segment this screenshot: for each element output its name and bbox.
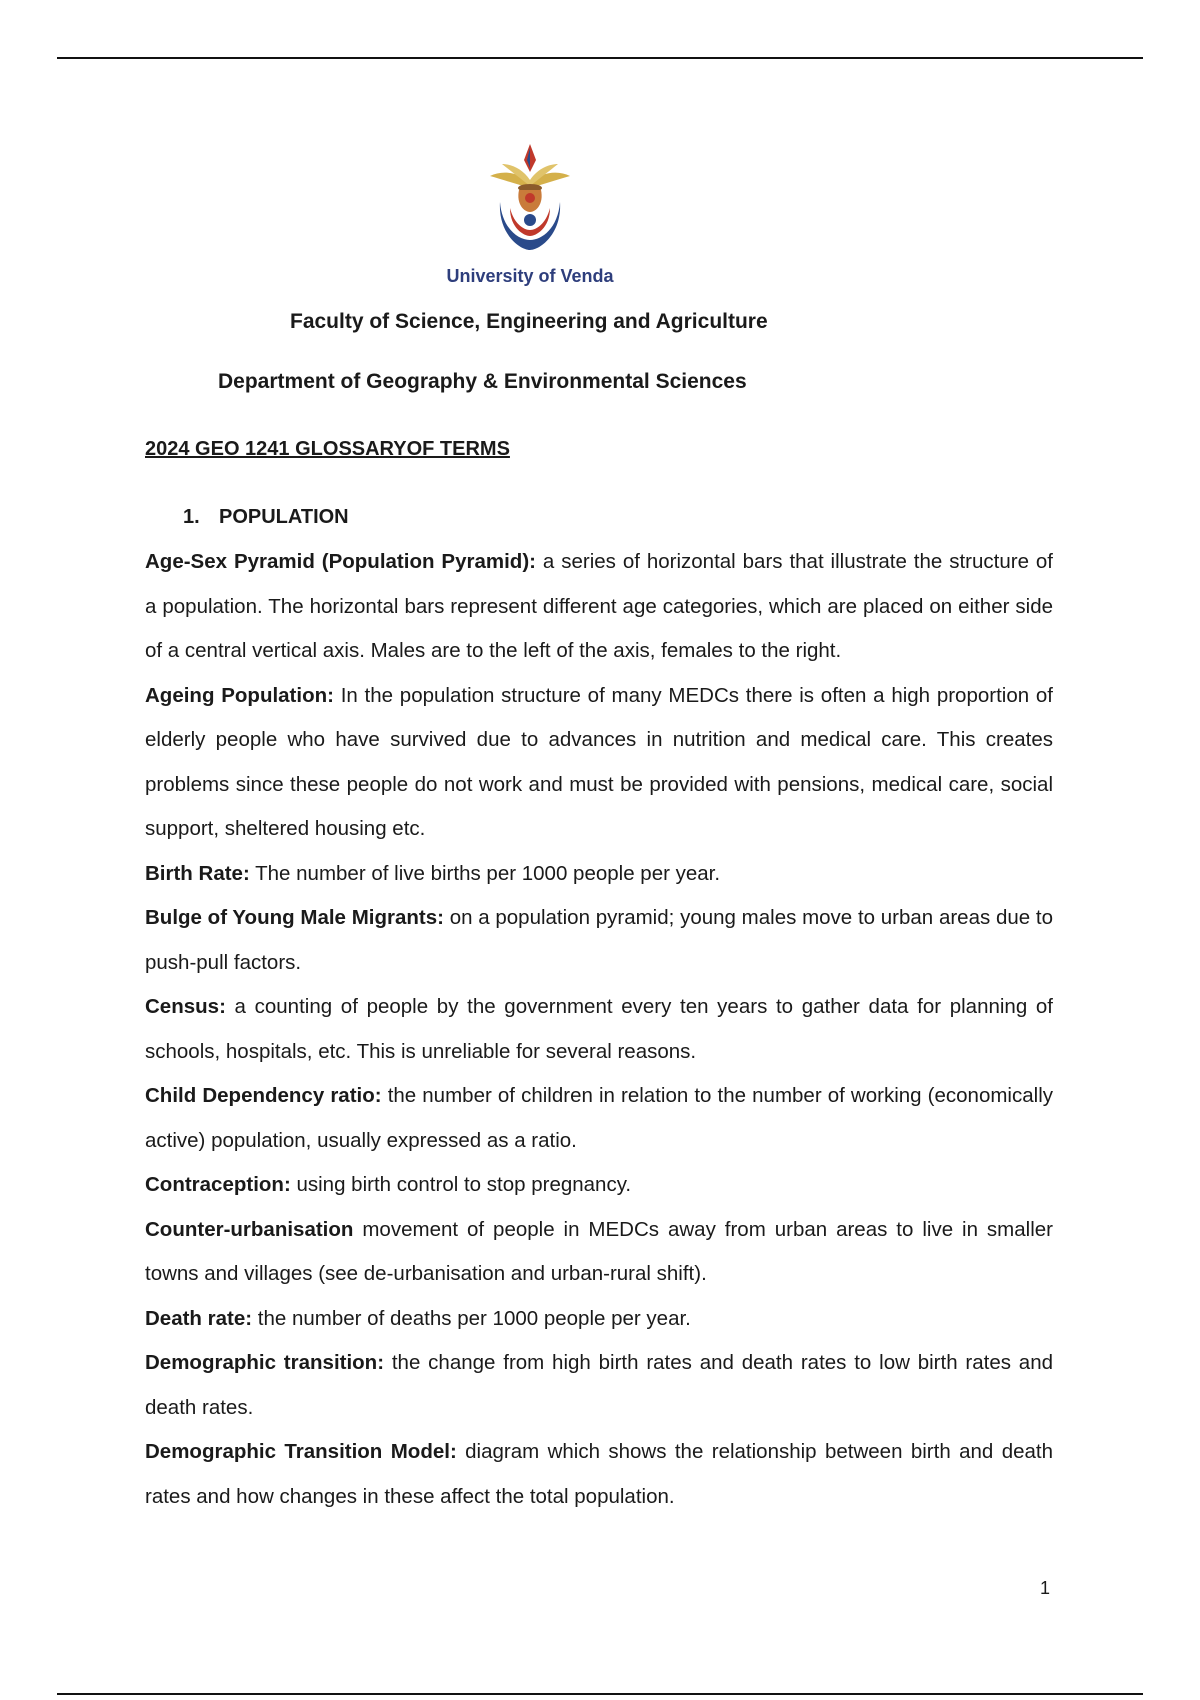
term-separator: : — [242, 861, 250, 885]
glossary-definition: a series of horizontal bars that illustrate the structure of a population. The horizontal bars represent different age categories, which are placed on either side of a central vertical axis. Males are to the left of the axis, females to the right. — [145, 550, 1053, 662]
glossary-definition: diagram which shows the relationship between birth and death rates and how changes in these affect the total population. — [145, 1440, 1053, 1508]
glossary-term: Counter-urbanisation — [145, 1217, 354, 1241]
glossary-definition: the number of children in relation to the number of working (economically active) population, usually expressed as a ratio. — [145, 1084, 1053, 1152]
section-heading — [183, 506, 349, 529]
glossary-entry — [145, 1163, 1053, 1208]
glossary-entry — [145, 985, 1053, 1074]
term-separator: : — [327, 683, 334, 707]
glossary-term: Death rate — [145, 1306, 246, 1330]
glossary-term: Child Dependency ratio — [145, 1084, 375, 1107]
term-separator: : — [449, 1440, 457, 1463]
glossary-definition: the number of deaths per 1000 people per year. — [252, 1306, 691, 1330]
logo-wordmark: University of Venda — [446, 266, 614, 286]
glossary-definition: The number of live births per 1000 people per year. — [249, 861, 721, 885]
term-separator: : — [377, 1351, 385, 1374]
term-separator: : — [437, 906, 444, 929]
glossary-definition: using birth control to stop pregnancy. — [290, 1173, 632, 1196]
glossary-term: Bulge of Young Male Migrants — [145, 906, 438, 929]
faculty-title: Faculty of Science, Engineering and Agriculture — [290, 310, 768, 333]
glossary-entry — [145, 896, 1053, 985]
glossary-entry — [145, 540, 1053, 674]
term-separator: : — [219, 995, 226, 1018]
glossary-entry — [145, 1208, 1053, 1297]
glossary-entry — [145, 1341, 1053, 1430]
section-title: POPULATION — [219, 506, 349, 528]
page-number: 1 — [1040, 1578, 1051, 1598]
section-number: 1. — [183, 506, 200, 528]
glossary-term: Demographic Transition Model — [145, 1440, 450, 1463]
glossary-definition: a counting of people by the government every ten years to gather data for planning of schools, hospitals, etc. This is unreliable for several reasons. — [145, 995, 1053, 1063]
term-separator: : — [529, 550, 536, 573]
glossary-list — [145, 540, 1053, 1519]
glossary-entry — [145, 1297, 1053, 1342]
glossary-definition: on a population pyramid; young males move to urban areas due to push-pull factors. — [145, 906, 1054, 974]
glossary-term: Demographic transition — [145, 1351, 378, 1374]
university-logo — [480, 142, 580, 264]
glossary-term: Age-Sex Pyramid (Population Pyramid) — [145, 550, 530, 573]
department-title: Department of Geography & Environmental Sciences — [218, 370, 747, 393]
glossary-definition: In the population structure of many MEDCs there is often a high proportion of elderly people who have survived due to advances in nutrition and medical care. This creates problems since these people do not work and must be provided with pensions, medical care, social support, sheltered housing etc. — [145, 683, 1053, 840]
glossary-term: Contraception — [145, 1173, 284, 1196]
term-separator: : — [283, 1173, 291, 1196]
term-separator: : — [374, 1084, 382, 1107]
term-separator: : — [245, 1306, 253, 1330]
glossary-definition: movement of people in MEDCs away from urban areas to live in smaller towns and villages (see de-urbanisation and urban-rural shift). — [145, 1217, 1053, 1285]
glossary-term: Birth Rate — [145, 861, 243, 885]
glossary-entry — [145, 674, 1053, 852]
glossary-term: Census — [145, 995, 220, 1018]
document-title: 2024 GEO 1241 GLOSSARYOF TERMS — [145, 438, 510, 460]
glossary-entry — [145, 852, 1053, 897]
glossary-entry — [145, 1074, 1053, 1163]
glossary-term: Ageing Population — [145, 683, 328, 707]
header-rule — [57, 57, 1143, 59]
glossary-definition: the change from high birth rates and death rates to low birth rates and death rates. — [145, 1351, 1054, 1419]
footer-rule — [57, 1693, 1143, 1695]
glossary-entry — [145, 1430, 1053, 1519]
